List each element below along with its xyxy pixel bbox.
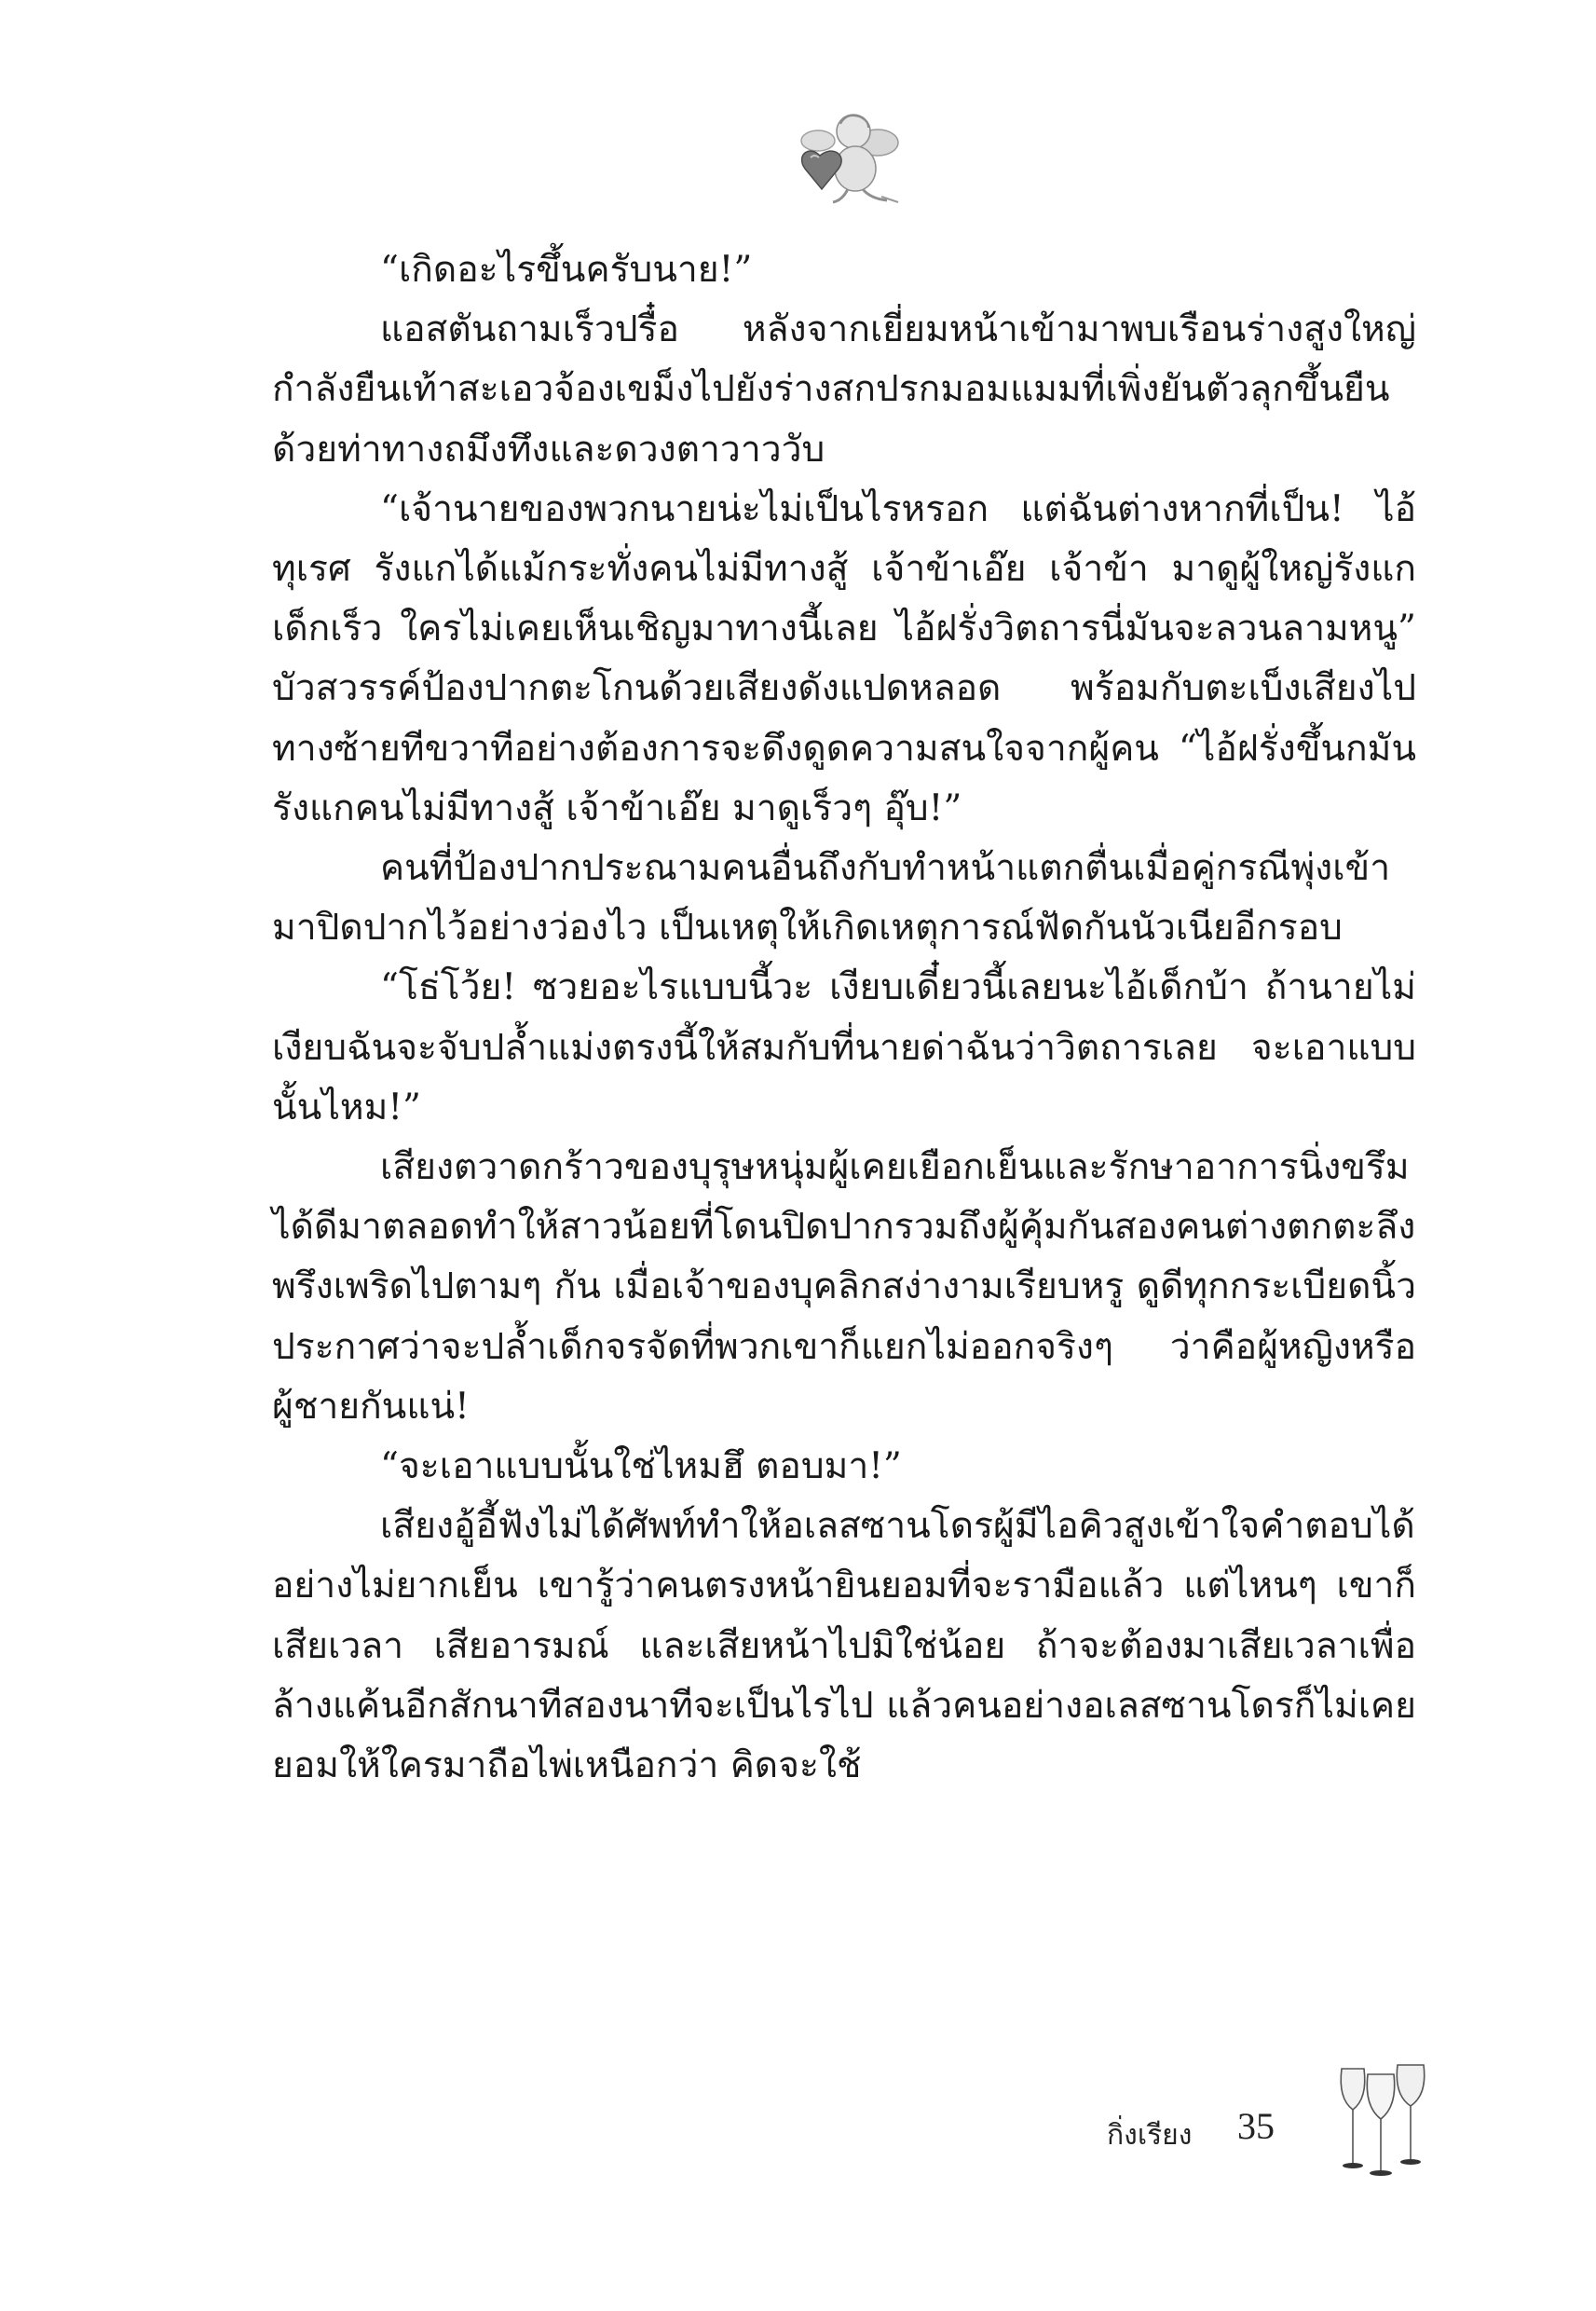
body-text (272, 240, 1416, 1796)
cupid-heart-icon (792, 107, 904, 210)
paragraph: “จะเอาแบบนั้นใช่ไหมฮึ ตอบมา!” (380, 1445, 902, 1488)
wine-glasses-icon (1332, 2061, 1435, 2182)
paragraph: เสียงตวาดกร้าวของบุรุษหนุ่มผู้เคยเยือกเย็นและรักษาอาการนิ่งขรึมได้ดีมาตลอดทำให้สาวน้อยที่โดนปิดปากรวมถึงผู้คุ้มกันสองคนต่างตกตะลึงพรึงเพริดไปตามๆ กัน เมื่อเจ้าของบุคลิกสง่างามเรียบหรู ดูดีทุกกระเบียดนิ้วประกาศว่าจะปล้ำเด็กจรจัดที่พวกเขาก็แยกไม่ออกจริงๆ ว่าคือผู้หญิงหรือผู้ชายกันแน่! (272, 1146, 1416, 1428)
paragraph: คนที่ป้องปากประณามคนอื่นถึงกับทำหน้าแตกตื่นเมื่อคู่กรณีพุ่งเข้ามาปิดปากไว้อย่างว่องไว เป็นเหตุให้เกิดเหตุการณ์ฟัดกันนัวเนียอีกรอบ (272, 847, 1391, 950)
page-number: 35 (1237, 2105, 1275, 2147)
page-footer (1099, 2078, 1435, 2190)
paragraph: เสียงอู้อี้ฟังไม่ได้ศัพท์ทำให้อเลสซานโดรผู้มีไอคิวสูงเข้าใจคำตอบได้อย่างไม่ยากเย็น เขารู้ว่าคนตรงหน้ายินยอมที่จะรามือแล้ว แต่ไหนๆ เขาก็เสียเวลา เสียอารมณ์ และเสียหน้าไปมิใช่น้อย ถ้าจะต้องมาเสียเวลาเพื่อล้างแค้นอีกสักนาทีสองนาทีจะเป็นไรไป แล้วคนอย่างอเลสซานโดรก็ไม่เคยยอมให้ใครมาถือไพ่เหนือกว่า คิดจะใช้ (272, 1505, 1416, 1787)
running-title: กิ่งเรียง (1107, 2119, 1193, 2152)
paragraph: แอสตันถามเร็วปรื๋อ หลังจากเยี่ยมหน้าเข้ามาพบเรือนร่างสูงใหญ่กำลังยืนเท้าสะเอวจ้องเขม็งไปยังร่างสกปรกมอมแมมที่เพิ่งยันตัวลุกขึ้นยืนด้วยท่าทางถมึงทึงและดวงตาวาววับ (272, 308, 1416, 471)
paragraph: “เจ้านายของพวกนายน่ะไม่เป็นไรหรอก แต่ฉันต่างหากที่เป็น! ไอ้ทุเรศ รังแกได้แม้กระทั่งคนไม่มีทางสู้ เจ้าข้าเอ๊ย เจ้าข้า มาดูผู้ใหญ่รังแกเด็กเร็ว ใครไม่เคยเห็นเชิญมาทางนี้เลย ไอ้ฝรั่งวิตถารนี่มันจะลวนลามหนู” บัวสวรรค์ป้องปากตะโกนด้วยเสียงดังแปดหลอด พร้อมกับตะเบ็งเสียงไปทางซ้ายทีขวาทีอย่างต้องการจะดึงดูดความสนใจจากผู้คน “ไอ้ฝรั่งขึ้นกมันรังแกคนไม่มีทางสู้ เจ้าข้าเอ๊ย มาดูเร็วๆ อุ๊บ!” (272, 487, 1416, 829)
paragraph: “เกิดอะไรขึ้นครับนาย!” (380, 249, 753, 291)
paragraph: “โธ่โว้ย! ซวยอะไรแบบนี้วะ เงียบเดี๋ยวนี้เลยนะไอ้เด็กบ้า ถ้านายไม่เงียบฉันจะจับปล้ำแม่งตรงนี้ให้สมกับที่นายด่าฉันว่าวิตถารเลย จะเอาแบบนั้นไหม!” (272, 966, 1416, 1128)
